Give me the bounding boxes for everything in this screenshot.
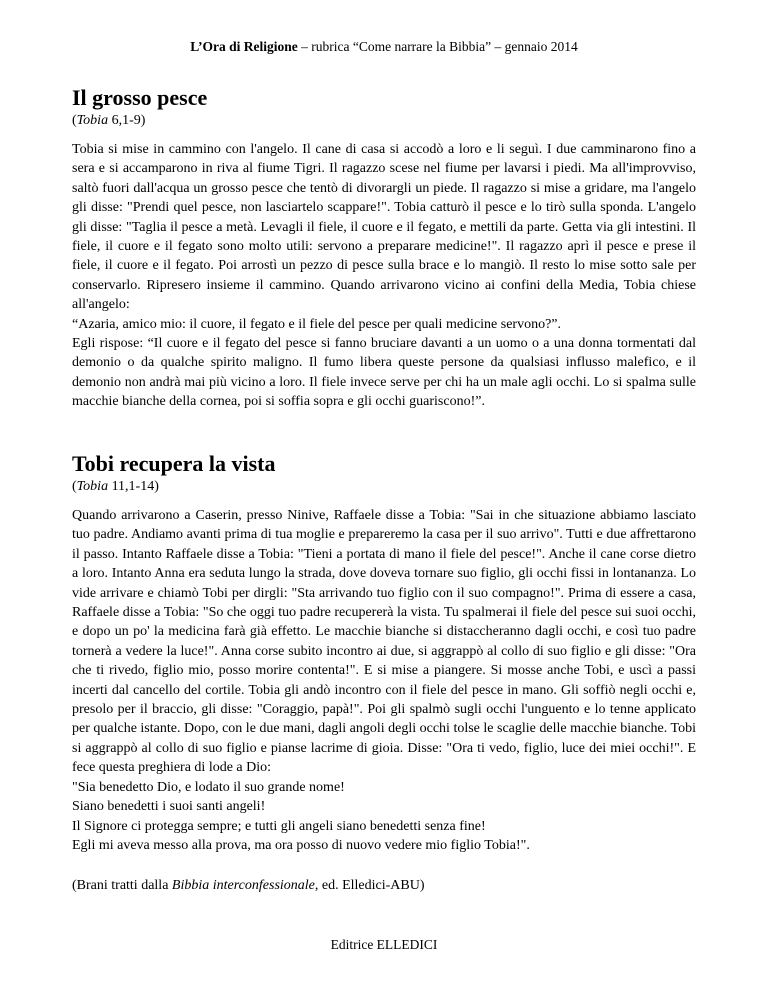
source-note-book-title: Bibbia interconfessionale [171,878,315,893]
running-header [72,39,696,55]
section-il-grosso-pesce [72,85,696,412]
prayer-line: Il Signore ci protegga sempre; e tutti gli angeli siano benedetti senza fine! [72,818,486,834]
ref-open: ( [72,479,77,494]
section-body [72,506,696,855]
paragraph: Quando arrivarono a Caserin, presso Ninive, Raffaele disse a Tobia: "Sai in che situazione abbiamo lasciato tuo padre. Andiamo avanti prima di tua moglie e prepareremo la casa per il suo arrivo". Tutti e due affrettarono il passo. Intanto Raffaele disse a Tobia: "Tieni a portata di mano il fiele del pesce!". Anche il cane corse dietro a loro. Intanto Anna era seduta lungo la strada, dove doveva tornare suo figlio, gli occhi fissi in lontananza. Lo vide arrivare e chiamò Tobi per dirgli: "Sta arrivando tuo figlio con il suo compagno!". Prima di essere a casa, Raffaele disse a Tobia: "So che oggi tuo padre recupererà la vista. Tu spalmerai il fiele del pesce sui suoi occhi, e dopo un po' la medicina farà già effetto. Le macchie bianche si distaccheranno dagli occhi, e così tuo padre tornerà a vedere la luce!". Anna corse subito incontro ai due, si aggrappò al collo di suo figlio e gli disse: "Ora che ti rivedo, figlio mio, posso morire contenta!". E si mise a piangere. Si mosse anche Tobi, e uscì a passi incerti dal cancello del cortile. Tobia gli andò incontro con il fiele del pesce in mano. Gli soffiò negli occhi e, presolo per il braccio, gli disse: "Coraggio, papà!". Poi gli spalmò sugli occhi l'unguento e lo tenne applicato per qualche istante. Dopo, con le due mani, dagli angoli degli occhi tolse le scaglie delle macchie bianche. Tobi si aggrappò al collo di suo figlio e pianse lacrime di gioia. Disse: "Ora ti vedo, figlio, luce dei miei occhi!". E fece questa preghiera di lode a Dio: [72,508,696,776]
section-title: Il grosso pesce [72,85,208,110]
header-column-info: – rubrica “Come narrare la Bibbia” – gennaio 2014 [297,39,578,54]
scripture-reference [72,478,696,496]
document-page [72,0,696,994]
prayer-line: Egli mi aveva messo alla prova, ma ora posso di nuovo vedere mio figlio Tobia!". [72,837,530,853]
ref-chapter-verses: 6,1-9) [108,113,146,128]
ref-chapter-verses: 11,1-14) [108,479,159,494]
paragraph: “Azaria, amico mio: il cuore, il fegato e il fiele del pesce per quali medicine servono?”. [72,316,562,332]
section-title: Tobi recupera la vista [72,451,276,476]
section-tobi-recupera-la-vista [72,451,696,855]
prayer-line: "Sia benedetto Dio, e lodato il suo grande nome! [72,779,345,795]
source-note-after: , ed. Elledici-ABU) [314,878,425,893]
page-footer: Editrice ELLEDICI [330,937,438,952]
section-body [72,140,696,412]
header-publication-name: L’Ora di Religione [190,39,298,54]
prayer-line: Siano benedetti i suoi santi angeli! [72,799,266,815]
source-note-before: (Brani tratti dalla [72,878,172,893]
paragraph: Egli rispose: “Il cuore e il fegato del pesce si fanno bruciare davanti a un uomo o a una donna tormentati dal demonio o da qualche spirito maligno. Il fumo libera queste persone da qualsiasi influsso malefico, e il demonio non andrà mai più vicino a loro. Il fiele invece serve per chi ha un male agli occhi. Lo si spalma sulle macchie bianche della cornea, poi si soffia sopra e gli occhi guariscono!”. [72,336,696,410]
source-note [72,877,696,895]
paragraph: Tobia si mise in cammino con l'angelo. Il cane di casa si accodò a loro e li seguì. I due camminarono fino a sera e si accamparono in riva al fiume Tigri. Il ragazzo scese nel fiume per lavarsi i piedi. Ma all'improvviso, saltò fuori dall'acqua un grosso pesce che tentò di divorargli un piede. Il ragazzo si mise a gridare, ma l'angelo gli disse: "Prendi quel pesce, non lasciartelo scappare!". Tobia catturò il pesce e lo tirò sulla sponda. L'angelo gli disse: "Taglia il pesce a metà. Levagli il fiele, il cuore e il fegato, e mettili da parte. Getta via gli intestini. Il fiele, il cuore e il fegato sono molto utili: servono a preparare medicine!". Il ragazzo aprì il pesce e prese il fiele, il cuore e il fegato. Poi arrostì un pezzo di pesce sulla brace e lo mangiò. Il resto lo mise sotto sale per conservarlo. Ripresero insieme il cammino. Quando arrivarono vicino ai confini della Media, Tobia chiese all'angelo: [72,142,696,313]
ref-book: Tobia [76,479,109,494]
ref-open: ( [72,113,77,128]
scripture-reference [72,112,696,130]
ref-book: Tobia [76,113,109,128]
